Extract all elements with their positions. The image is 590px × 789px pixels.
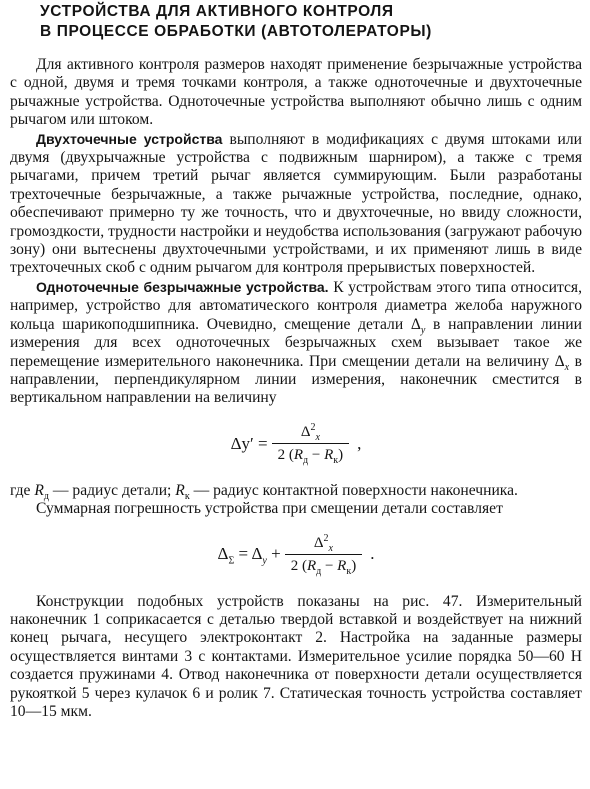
formula-total-lhs: $\Delta_\Sigma = \Delta_y$ +	[217, 544, 281, 567]
lead-one-point-devices: Одноточечные безрычажные устройства.	[36, 278, 329, 295]
paragraph-designs: Конструкции подобных устройств показаны на рис. 47. Измерительный наконечник 1 соприкасается с деталью твердой вставкой и воздействует на нижний конец рычага, несущего электроконтакт 2. Настройка на заданные размеры осуществляется винтами 3 с контактами. Измерительное усилие порядка 50—60 Н создается пружинами 4. Отвод наконечника от поверхности детали осуществляется рукояткой 5 через кулачок 6 и ролик 7. Статическая точность устройства составляет 10—15 мкм.	[10, 592, 582, 720]
formula-total-period: .	[370, 544, 375, 564]
paragraph-one-point	[10, 278, 582, 408]
formula-dy-denominator: 2 $(R_д - R_к)$	[272, 443, 350, 464]
formula-dy-fraction	[272, 423, 350, 465]
formula-total-numerator: $\Delta^2_x$	[313, 532, 333, 554]
lead-two-point-devices: Двухточечные устройства	[36, 130, 223, 147]
paragraph-one-point-text-a: К устройствам этого типа относится, например, устройство для автоматического контроля диаметра желоба наружного кольца шарикоподшипника. Очевидно, смещение детали Δ	[10, 278, 582, 333]
formula-dy-numerator: $\Delta^2_x$	[300, 421, 320, 443]
paragraph-one-point-text-c: в направлении, перпендикулярном линии измерения, наконечник сместится в вертикальном направлении на величину	[10, 352, 582, 407]
subscript-y: y	[420, 324, 426, 336]
paragraph-two-point	[10, 130, 582, 278]
formula-total-fraction	[285, 534, 363, 576]
section-title	[10, 2, 582, 42]
formula-total	[10, 527, 582, 583]
paragraph-one-point-text-b: в направлении линии измерения для всех одноточечных безрычажных схем вызывает такое же перемещение измерительного наконечника. При смещении детали на величину Δ	[10, 315, 582, 370]
page	[0, 2, 590, 789]
formula-dy	[10, 416, 582, 472]
section-title-line-2: В ПРОЦЕССЕ ОБРАБОТКИ (АВТОТОЛЕРАТОРЫ)	[40, 23, 432, 40]
body-text	[10, 56, 582, 721]
subscript-x: x	[564, 361, 570, 373]
formula-dy-lhs: Δy′ =	[230, 433, 268, 453]
paragraph-total-error: Суммарная погрешность устройства при смещении детали составляет	[36, 500, 503, 518]
formula-dy-comma: ,	[357, 433, 362, 453]
paragraph-intro: Для активного контроля размеров находят применение безрычажные устройства с одной, двумя и тремя точками контроля, а также одноточечные и двухточечные рычажные устройства. Одноточечные устройства выполняют обычно лишь с одним рычагом или штоком.	[10, 56, 582, 129]
paragraph-where: где $R_д$ — радиус детали; $R_к$ — радиус контактной поверхности наконечника.	[10, 481, 518, 502]
paragraph-two-point-text: выполняют в модификациях с двумя штоками или двумя (двухрычажные устройства с подвижным шарниром), а также с тремя рычагами, причем третий рычаг является суммирующим. Были разработаны трехточечные безрычажные, а также рычажные устройства, последние, однако, обеспечивают примерно ту же точность, что и двухточечные, но ввиду сложности, громоздкости, трудности настройки и неудобства использования (загружают рабочую зону) они вытеснены двухточечными устройствами, и их применяют лишь в виде трехточечных скоб с одним рычагом для контроля прерывистых поверхностей.	[10, 130, 582, 277]
section-title-line-1: УСТРОЙСТВА ДЛЯ АКТИВНОГО КОНТРОЛЯ	[40, 3, 394, 20]
formula-total-denominator: 2 $(R_д - R_к)$	[285, 554, 363, 575]
symbol-r-d: R	[34, 481, 44, 499]
symbol-r-k: R	[175, 481, 185, 499]
